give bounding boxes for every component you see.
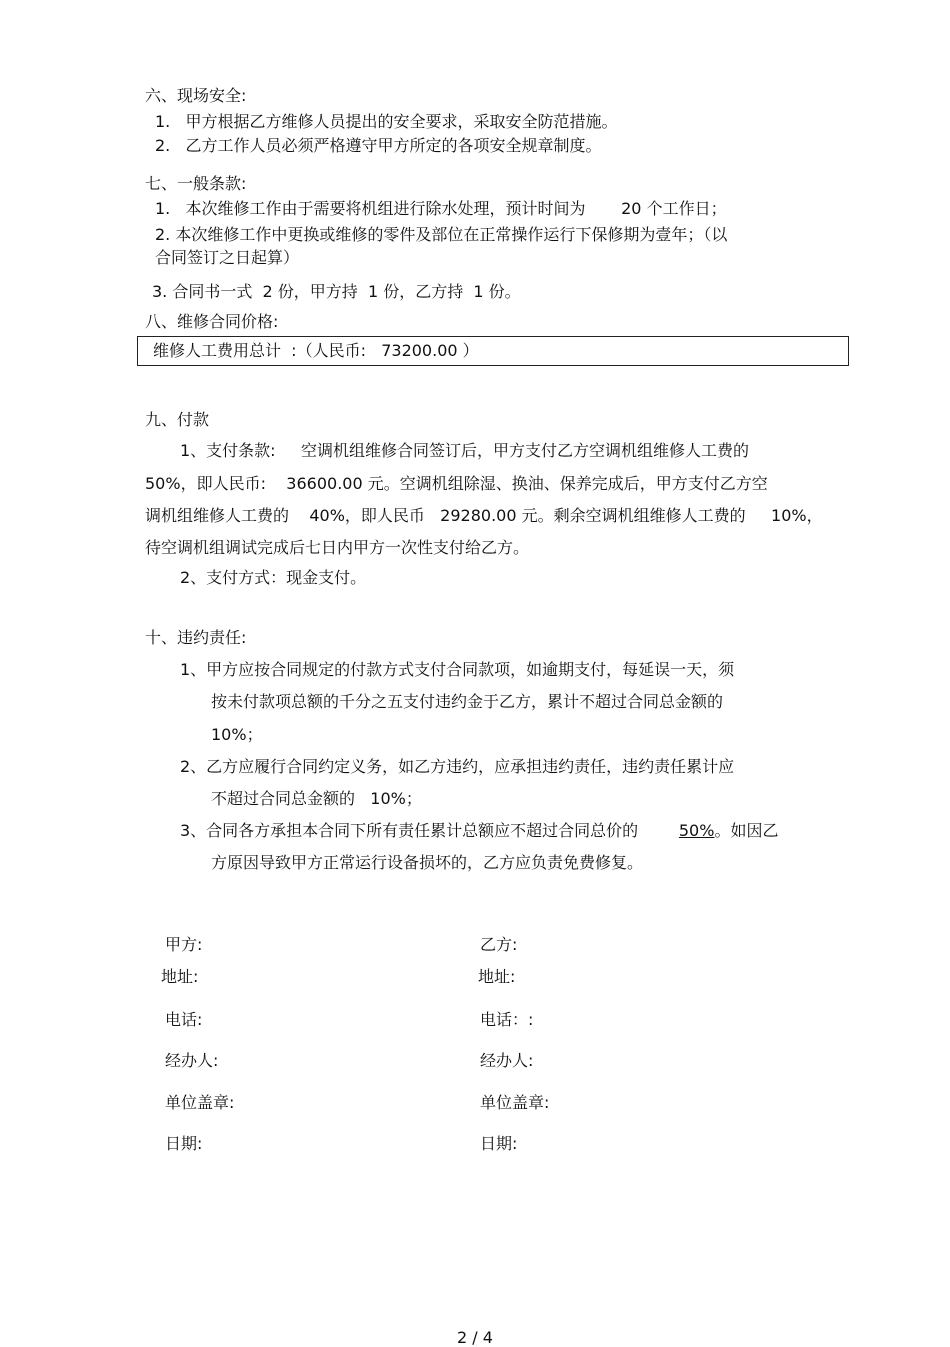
section-10-line-5: 不超过合同总金额的 10%； xyxy=(211,789,422,808)
section-9-line-2: 50%，即人民币: 36600.00 元。空调机组除湿、换油、保养完成后，甲方支付乙方空 xyxy=(145,474,768,493)
section-10-heading: 十、违约责任: xyxy=(145,628,247,647)
sig-left-address: 地址: xyxy=(161,967,199,986)
section-10-percent-50: 50% xyxy=(678,821,715,840)
section-7-item-1: 1. 本次维修工作由于需要将机组进行除水处理，预计时间为 20 个工作日； xyxy=(155,199,727,218)
price-box-text: 维修人工费用总计 :（人民币: 73200.00 ） xyxy=(153,341,479,360)
sig-left-agent: 经办人: xyxy=(165,1051,219,1070)
section-9-line-1: 1、支付条款: 空调机组维修合同签订后，甲方支付乙方空调机组维修人工费的 xyxy=(180,441,750,460)
section-10-line-6-text: 3、合同各方承担本合同下所有责任累计总额应不超过合同总价的 xyxy=(180,821,679,840)
section-6-item-1: 1. 甲方根据乙方维修人员提出的安全要求，采取安全防范措施。 xyxy=(155,112,618,131)
section-6-heading: 六、现场安全: xyxy=(145,86,247,105)
sig-right-address: 地址: xyxy=(478,967,516,986)
sig-right-seal: 单位盖章: xyxy=(480,1093,550,1112)
section-10-line-7: 方原因导致甲方正常运行设备损坏的，乙方应负责免费修复。 xyxy=(211,853,644,872)
sig-left-date: 日期: xyxy=(165,1134,203,1153)
section-10-line-2: 按未付款项总额的千分之五支付违约金于乙方，累计不超过合同总金额的 xyxy=(211,692,724,711)
section-10-line-6 xyxy=(180,820,778,842)
section-7-heading: 七、一般条款: xyxy=(145,174,247,193)
section-7-item-3: 3. 合同书一式 2 份，甲方持 1 份，乙方持 1 份。 xyxy=(152,282,521,301)
section-9-line-3: 调机组维修人工费的 40%，即人民币 29280.00 元。剩余空调机组维修人工费的 10%， xyxy=(145,506,823,525)
sig-left-phone: 电话: xyxy=(165,1010,203,1029)
sig-right-date: 日期: xyxy=(480,1134,518,1153)
sig-left-party: 甲方: xyxy=(165,935,203,954)
section-6-item-2: 2. 乙方工作人员必须严格遵守甲方所定的各项安全规章制度。 xyxy=(155,136,602,155)
section-10-line-4: 2、乙方应履行合同约定义务，如乙方违约，应承担违约责任，违约责任累计应 xyxy=(180,757,735,776)
section-10-line-6-tail: 。如因乙 xyxy=(714,821,779,840)
sig-right-party: 乙方: xyxy=(480,935,518,954)
sig-right-agent: 经办人: xyxy=(480,1051,534,1070)
sig-left-seal: 单位盖章: xyxy=(165,1093,235,1112)
section-8-heading: 八、维修合同价格: xyxy=(145,312,279,331)
section-9-heading: 九、付款 xyxy=(145,410,210,429)
section-10-line-1: 1、甲方应按合同规定的付款方式支付合同款项，如逾期支付，每延误一天，须 xyxy=(180,660,735,679)
section-10-line-3: 10%； xyxy=(211,725,263,744)
section-7-item-2: 2. 本次维修工作中更换或维修的零件及部位在正常操作运行下保修期为壹年；（以 xyxy=(155,225,728,244)
page-number: 2 / 4 xyxy=(457,1328,493,1347)
section-9-line-5: 2、支付方式：现金支付。 xyxy=(180,568,367,587)
price-box xyxy=(137,336,849,366)
sig-right-phone: 电话：: xyxy=(480,1010,534,1029)
section-7-item-2-cont: 合同签订之日起算） xyxy=(155,248,300,267)
section-9-line-4: 待空调机组调试完成后七日内甲方一次性支付给乙方。 xyxy=(145,538,530,557)
